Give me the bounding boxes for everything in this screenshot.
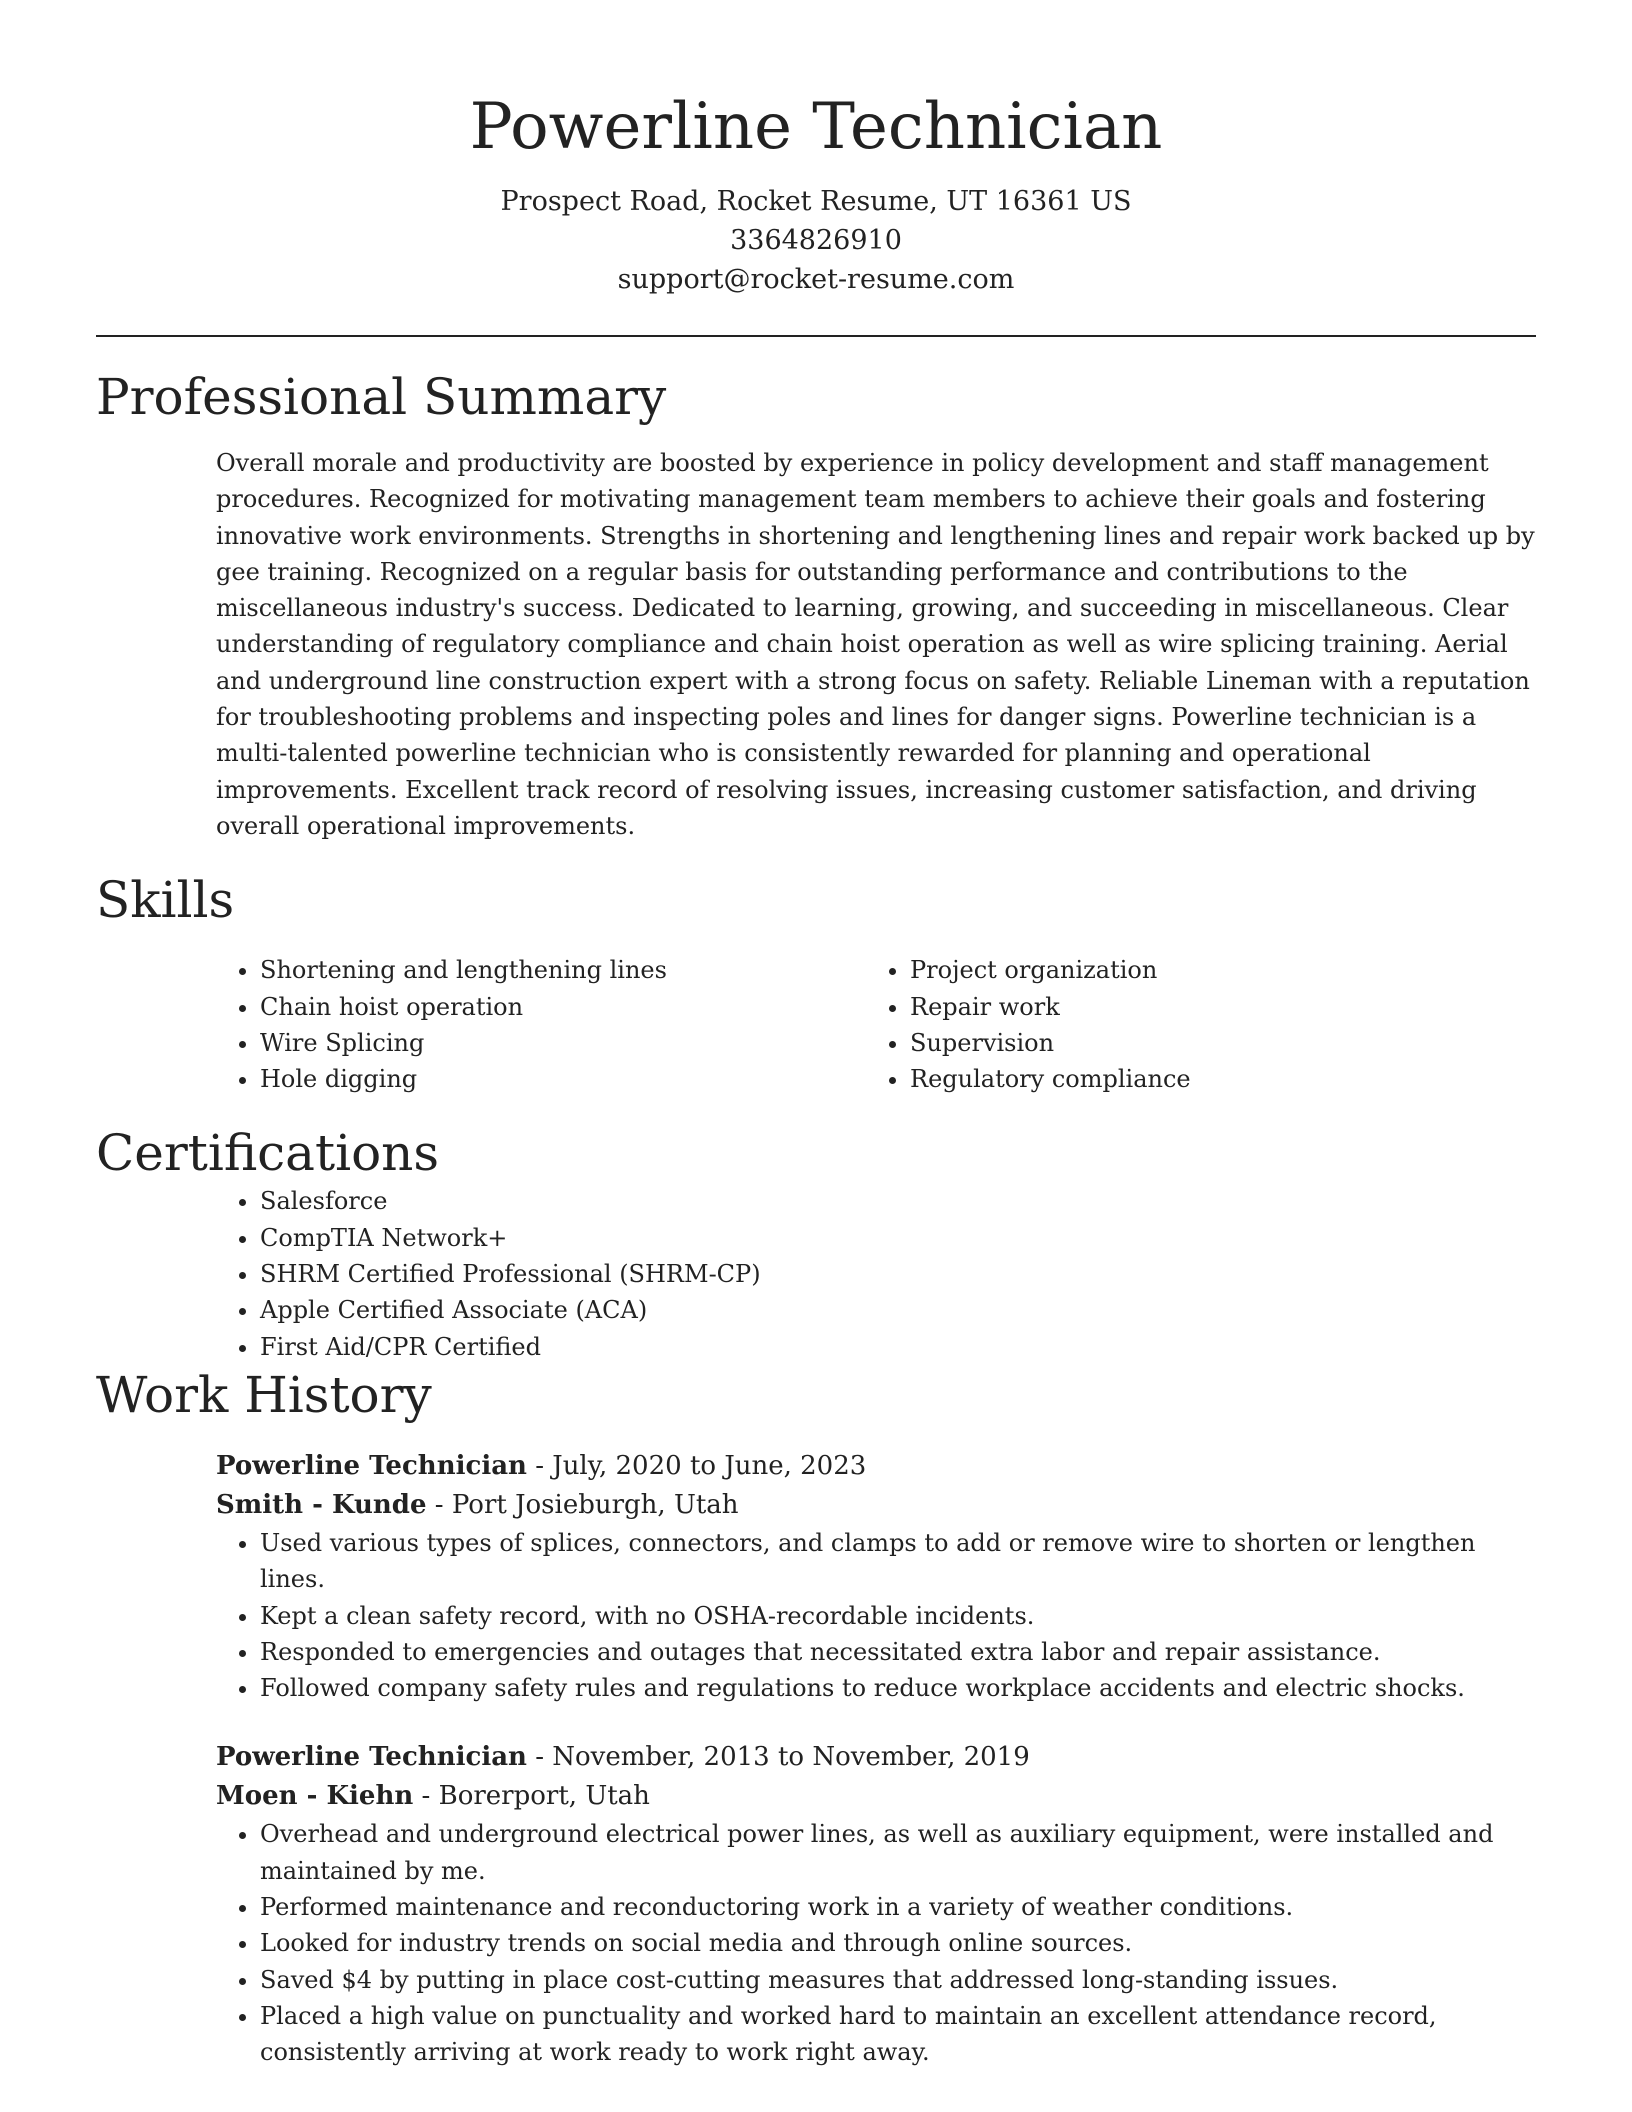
work-history-heading: Work History [96,1365,432,1424]
candidate-name: Powerline Technician [469,90,1163,164]
certifications-section [96,1123,1536,1364]
skills-grid [216,952,1536,1097]
certifications-heading: Certifications [96,1124,440,1183]
skills-body [96,952,1536,1097]
job-bullet: • Looked for industry trends on social media and through online sources. [260,1925,1536,1961]
contact-phone: 3364826910 [730,225,902,256]
summary-heading: Professional Summary [96,368,667,426]
resume-header [96,0,1536,299]
skills-column-left [216,952,866,1097]
contact-address: Prospect Road, Rocket Resume, UT 16361 US [500,186,1132,217]
skill-item: • Project organization [910,952,1516,988]
job-dates: - July, 2020 to June, 2023 [526,1450,867,1481]
certification-item: • Apple Certified Associate (ACA) [260,1292,1536,1328]
job-company-line [216,1777,1536,1816]
job-bullet: • Responded to emergencies and outages that necessitated extra labor and repair assistance. [260,1634,1536,1670]
job-bullet-list [216,1525,1536,1706]
job-location: - Port Josieburgh, Utah [426,1489,739,1520]
certification-item: • SHRM Certified Professional (SHRM-CP) [260,1256,1536,1292]
skill-item: • Chain hoist operation [260,989,866,1025]
job-entry [216,1447,1536,1706]
skills-list-left [216,952,866,1097]
skills-list-right [866,952,1516,1097]
skill-item: • Repair work [910,989,1516,1025]
skills-column-right [866,952,1516,1097]
certifications-body [96,1183,1536,1364]
job-company-line [216,1486,1536,1525]
job-entry [216,1738,1536,2070]
job-title: Powerline Technician [216,1450,527,1481]
job-location: - Borerport, Utah [413,1781,650,1812]
skill-item: • Wire Splicing [260,1025,866,1061]
job-dates: - November, 2013 to November, 2019 [526,1742,1030,1773]
job-bullet: • Placed a high value on punctuality and worked hard to maintain an excellent attendance record, consistently arriving at work ready to work right away. [260,1998,1536,2071]
job-bullet: • Saved $4 by putting in place cost-cutting measures that addressed long-standing issues. [260,1962,1536,1998]
summary-text: Overall morale and productivity are boosted by experience in policy development and staff management procedures. Recognized for motivating management team members to achieve their goals and fostering innovative work environments. Strengths in shortening and lengthening lines and repair work backed up by gee training. Recognized on a regular basis for outstanding performance and contributions to the miscellaneous industry's success. Dedicated to learning, growing, and succeeding in miscellaneous. Clear understanding of regulatory compliance and chain hoist operation as well as wire splicing training. Aerial and underground line construction expert with a strong focus on safety. Reliable Lineman with a reputation for troubleshooting problems and inspecting poles and lines for danger signs. Powerline technician is a multi-talented powerline technician who is consistently rewarded for planning and operational improvements. Excellent track record of resolving issues, increasing customer satisfaction, and driving overall operational improvements. [216,449,1535,840]
skill-item: • Hole digging [260,1061,866,1097]
summary-section [96,367,1536,844]
job-title-line [216,1738,1536,1777]
job-company: Smith - Kunde [216,1489,427,1520]
job-bullet: • Kept a clean safety record, with no OSHA-recordable incidents. [260,1598,1536,1634]
job-bullet: • Used various types of splices, connectors, and clamps to add or remove wire to shorten or lengthen lines. [260,1525,1536,1598]
certification-item: • Salesforce [260,1183,1536,1219]
certifications-list [216,1183,1536,1364]
contact-email: support@rocket-resume.com [617,264,1015,295]
work-history-section [96,1365,1536,2071]
skill-item: • Regulatory compliance [910,1061,1516,1097]
summary-body [96,445,1536,844]
header-divider [96,335,1536,337]
job-bullet: • Followed company safety rules and regulations to reduce workplace accidents and electric shocks. [260,1670,1536,1706]
job-title-line [216,1447,1536,1486]
job-bullet: • Overhead and underground electrical power lines, as well as auxiliary equipment, were installed and maintained by me. [260,1816,1536,1889]
certification-item: • CompTIA Network+ [260,1220,1536,1256]
job-bullet: • Performed maintenance and reconductoring work in a variety of weather conditions. [260,1889,1536,1925]
job-company: Moen - Kiehn [216,1781,414,1812]
skill-item: • Shortening and lengthening lines [260,952,866,988]
job-bullet-list [216,1816,1536,2070]
job-title: Powerline Technician [216,1742,527,1773]
skills-heading: Skills [96,871,235,930]
work-history-body [96,1447,1536,2071]
skills-section [96,870,1536,1097]
certification-item: • First Aid/CPR Certified [260,1329,1536,1365]
skill-item: • Supervision [910,1025,1516,1061]
